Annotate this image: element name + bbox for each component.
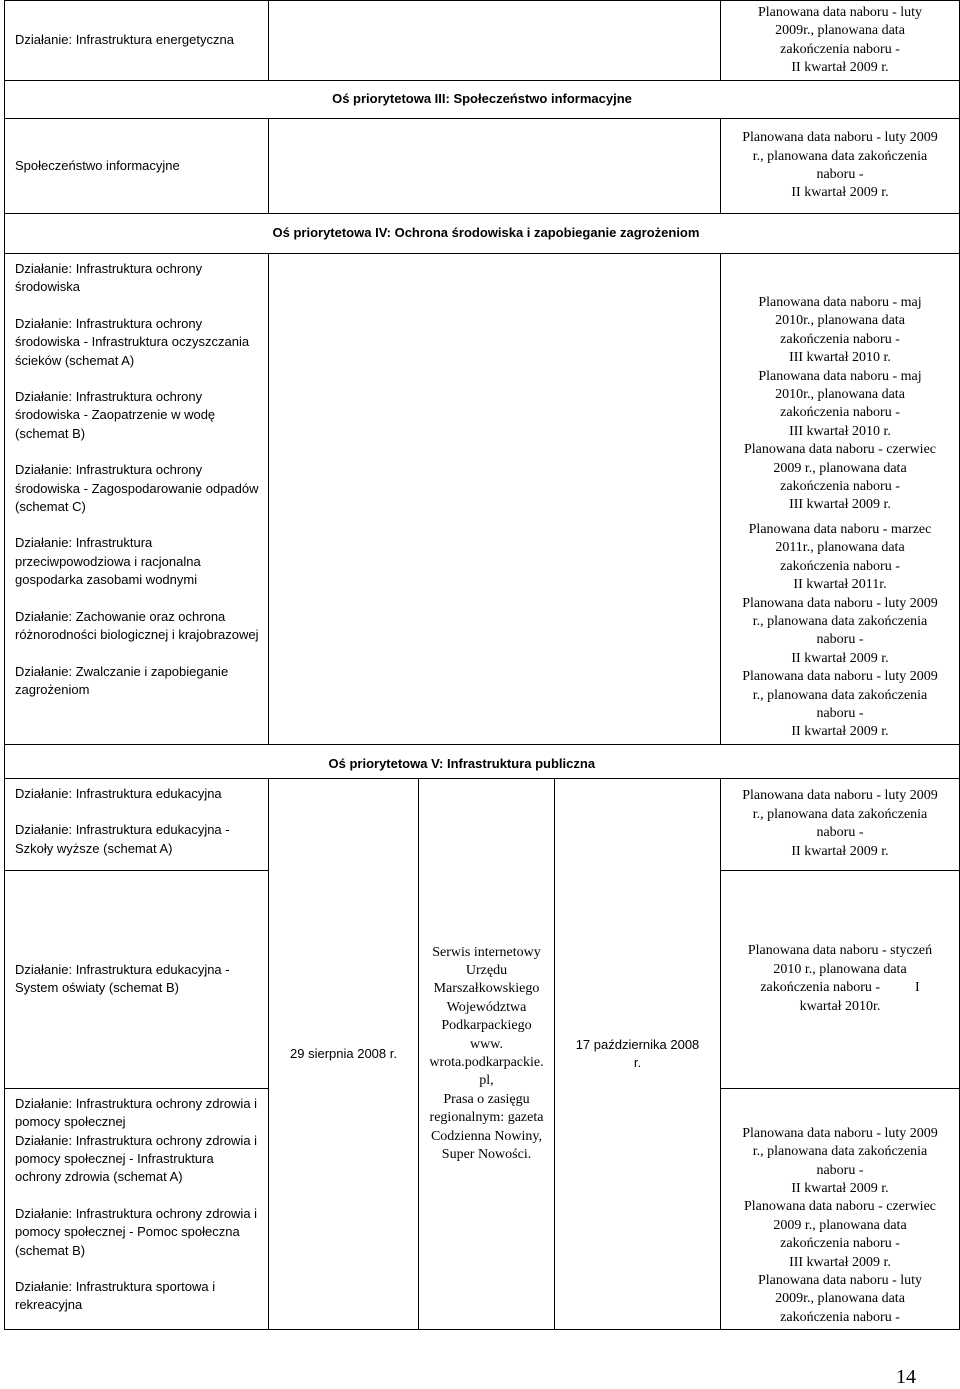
deadline: Planowana data naboru - luty 2009r., planowana data zakończenia naboru - [757,1273,923,1325]
deadline: Planowana data naboru - maj 2010r., planowana data zakończenia naboru - III kwartał 2010 r. [758,295,922,366]
action-label: Działanie: Infrastruktura sportowa i rekreacyjna [15,1279,216,1313]
axis-header-row [5,214,960,254]
deadline: Planowana data naboru - styczeń 2010 r., planowana data zakończenia naboru - I kwartał 2010r. [747,943,933,1014]
axis-header: Oś priorytetowa III: Społeczeństwo informacyjne [5,81,960,119]
action-label: Działanie: Infrastruktura ochrony środowiska - Infrastruktura oczyszczania ścieków (schemat A) [15,315,250,368]
axis-header-row [5,744,960,778]
deadline: Planowana data naboru - luty 2009r., planowana data zakończenia naboru - II kwartał 2009 r. [757,4,923,75]
action-cell [5,870,269,1088]
deadline-cell [721,1088,960,1329]
action-cell [5,1,269,81]
deadline: Planowana data naboru - luty 2009 r., planowana data zakończenia naboru - II kwartał 2009 r. [742,595,938,666]
deadline-cell [721,119,960,214]
action-label: Działanie: Infrastruktura ochrony środowiska [15,261,203,295]
row-srodowisko [5,254,960,745]
action-label: Działanie: Infrastruktura ochrony zdrowia i pomocy społecznej - Infrastruktura ochrony zdrowia (schemat A) [15,1132,258,1185]
action-cell [5,254,269,745]
deadline: Planowana data naboru - luty 2009 r., planowana data zakończenia naboru - II kwartał 2009 r. [742,788,938,859]
deadline: Planowana data naboru - marzec 2011r., planowana data zakończenia naboru - II kwartał 2011r. [748,521,932,593]
action-label: Działanie: Zwalczanie i zapobieganie zagrożeniom [15,663,229,697]
schedule-table [4,0,960,1330]
action-cell [5,119,269,214]
deadline-cell [721,1,960,81]
deadline-cell [721,778,960,870]
action-label: Działanie: Infrastruktura ochrony środowiska - Zagospodarowanie odpadów (schemat C) [15,462,259,515]
axis-header-row [5,81,960,119]
date-2-cell [555,778,721,1329]
action-cell [5,778,269,870]
deadline: Planowana data naboru - czerwiec 2009 r., planowana data zakończenia naboru - III kwartał 2009 r. [743,442,936,513]
date-2: 17 października 2008 r. [575,1036,700,1070]
action-label: Działanie: Infrastruktura energetyczna [15,32,234,48]
action-label: Działanie: Infrastruktura ochrony zdrowia i pomocy społecznej - Pomoc społeczna (schemat B) [15,1205,258,1258]
action-label: Społeczeństwo informacyjne [15,157,180,173]
row-edukacja-a [5,778,960,870]
axis-header: Oś priorytetowa V: Infrastruktura publiczna [269,744,721,778]
deadline: Planowana data naboru - maj 2010r., planowana data zakończenia naboru - III kwartał 2010 r. [758,368,922,439]
deadline: Planowana data naboru - luty 2009 r., planowana data zakończenia naboru - II kwartał 2009 r. [742,669,938,740]
page-number: 14 [896,1366,916,1388]
row-spoleczenstwo [5,119,960,214]
announcement-date: 29 sierpnia 2008 r. [290,1045,397,1061]
publication-place: Serwis internetowy Urzędu Marszałkowskiego Województwa Podkarpackiego www. wrota.podkarpackie. pl, Prasa o zasięgu regionalnym: gazeta Codzienna Nowiny, Super Nowości. [429,944,544,1163]
action-label: Działanie: Infrastruktura ochrony zdrowia i pomocy społecznej [15,1095,258,1130]
deadline: Planowana data naboru - czerwiec 2009 r., planowana data zakończenia naboru - III kwartał 2009 r. [743,1199,936,1270]
action-label: Działanie: Infrastruktura edukacyjna [15,785,222,801]
row-energetyczna [5,1,960,81]
action-label: Działanie: Zachowanie oraz ochrona różnorodności biologicznej i krajobrazowej [15,608,259,643]
deadline: Planowana data naboru - luty 2009 r., planowana data zakończenia naboru - II kwartał 2009 r. [742,130,938,201]
announcement-date-cell [269,778,419,1329]
action-label: Działanie: Infrastruktura edukacyjna - System oświaty (schemat B) [15,961,230,996]
deadline-cell [721,254,960,745]
publication-place-cell [419,778,555,1329]
deadline-cell [721,870,960,1088]
axis-header: Oś priorytetowa IV: Ochrona środowiska i zapobieganie zagrożeniom [269,214,721,254]
action-cell [5,1088,269,1329]
action-label: Działanie: Infrastruktura edukacyjna - Szkoły wyższe (schemat A) [15,822,230,856]
action-label: Działanie: Infrastruktura przeciwpowodziowa i racjonalna gospodarka zasobami wodnymi [15,535,201,588]
deadline: Planowana data naboru - luty 2009 r., planowana data zakończenia naboru - II kwartał 2009 r. [742,1125,938,1196]
action-label: Działanie: Infrastruktura ochrony środowiska - Zaopatrzenie w wodę (schemat B) [15,389,216,441]
